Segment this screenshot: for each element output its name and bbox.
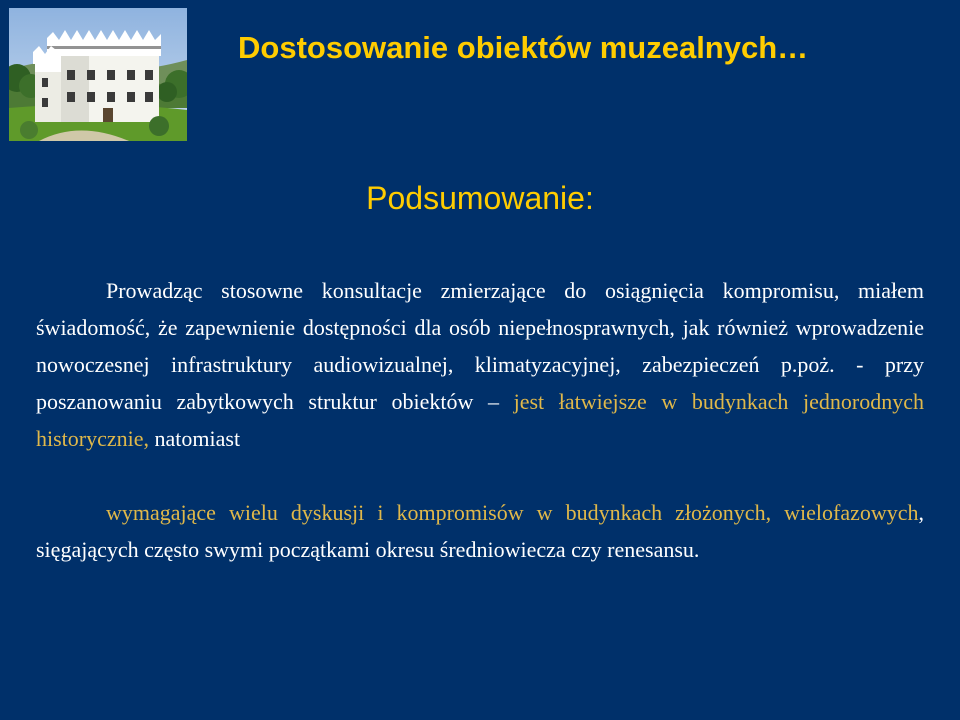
paragraph-1-highlight: jest łatwiejsze w budynkach jednorodnych historycznie, (36, 389, 924, 451)
slide-title: Dostosowanie obiektów muzealnych… (238, 30, 809, 65)
summary-paragraph-2 (36, 494, 924, 568)
paragraph-2-highlight: wymagające wielu dyskusji i kompromisów w budynkach złożonych, wielofazowych (106, 500, 919, 525)
castle-photo-icon (9, 8, 187, 141)
paragraph-1-text: Prowadząc stosowne konsultacje zmierzające do osiągnięcia kompromisu, miałem świadomość, że zapewnienie dostępności dla osób niepełnosprawnych, jak również wprowadzenie nowoczesnej infrastruktury audiowizualnej, klimatyzacyjnej, zabezpieczeń p.poż. - przy poszanowaniu zabytkowych struktur obiektów – (36, 278, 924, 414)
paragraph-1-tail: natomiast (149, 426, 241, 451)
paragraph-2-tail: , sięgających często swymi początkami okresu średniowiecza czy renesansu. (36, 500, 924, 562)
summary-paragraph-1 (36, 272, 924, 457)
slide-subtitle: Podsumowanie: (366, 180, 594, 216)
castle-photo (9, 8, 187, 141)
